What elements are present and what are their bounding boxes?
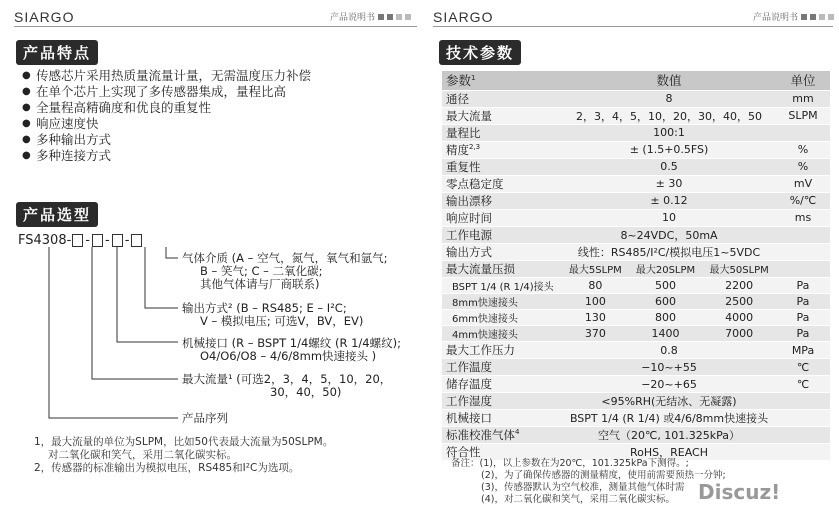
row-value: 370 xyxy=(562,326,629,342)
row-value: 线性：RS485/I²C/模拟电压1~5VDC xyxy=(562,243,776,260)
row-value: BSPT 1/4 (R 1/4) 或4/6/8mm快速接头 xyxy=(562,410,776,427)
table-row xyxy=(442,226,830,243)
model-code: FS4308- - - - xyxy=(18,233,143,248)
table-row xyxy=(442,90,830,107)
table-row xyxy=(442,410,830,427)
row-value: 1400 xyxy=(629,326,703,342)
table-row xyxy=(442,393,830,410)
row-unit: ℃ xyxy=(776,359,830,376)
row-param: 输出漂移 xyxy=(442,192,562,209)
header-square-icon xyxy=(801,14,807,20)
pressure-loss-col-header: 最大50SLPM xyxy=(702,260,776,277)
page-header-label: 产品说明书 xyxy=(330,10,411,23)
row-param: BSPT 1/4 (R 1/4)接头 xyxy=(442,277,562,293)
row-value: RoHS，REACH xyxy=(562,444,776,461)
row-param: 最大工作压力 xyxy=(442,342,562,359)
row-value: 10 xyxy=(562,209,776,226)
spec-table xyxy=(442,71,830,461)
row-value: ± 30 xyxy=(562,175,776,192)
table-row xyxy=(442,277,830,293)
row-value: 80 xyxy=(562,277,629,293)
row-unit: Pa xyxy=(776,277,830,293)
row-unit: SLPM xyxy=(776,107,830,124)
row-param: 储存温度 xyxy=(442,376,562,393)
table-row xyxy=(442,158,830,175)
row-value: 2500 xyxy=(702,293,776,309)
header-square-icon xyxy=(828,14,834,20)
row-value: 2200 xyxy=(702,277,776,293)
row-unit xyxy=(776,124,830,141)
table-row xyxy=(442,326,830,342)
row-value: ± 0.12 xyxy=(562,192,776,209)
row-param: 响应时间 xyxy=(442,209,562,226)
row-param: 最大流量 xyxy=(442,107,562,124)
watermark-logo: Discuz! xyxy=(698,480,781,504)
header-divider xyxy=(433,26,833,27)
feature-item: ● 全量程高精确度和优良的重复性 xyxy=(22,100,311,116)
option-series: 产品序列 xyxy=(182,411,228,425)
row-param: 工作电源 xyxy=(442,226,562,243)
row-unit: % xyxy=(776,141,830,158)
col-header-param: 参数$^1$ xyxy=(442,71,562,90)
row-value: <95%RH(无结冰、无凝露) xyxy=(562,393,776,410)
row-value: 800 xyxy=(629,309,703,325)
row-param: 4mm快速接头 xyxy=(442,326,562,342)
row-value: ± (1.5+0.5FS) xyxy=(562,141,776,158)
table-row xyxy=(442,124,830,141)
table-row xyxy=(442,141,830,158)
option-interface: 机械接口 (R – BSPT 1/4螺纹 (R 1/4螺纹); O4/O6/O8 – 4/6/8mm快速接头 ) xyxy=(182,336,401,363)
row-unit xyxy=(776,410,830,427)
row-param: 机械接口 xyxy=(442,410,562,427)
row-param: 重复性 xyxy=(442,158,562,175)
table-row xyxy=(442,309,830,325)
row-unit: Pa xyxy=(776,293,830,309)
row-unit: % xyxy=(776,158,830,175)
row-param: 符合性 xyxy=(442,444,562,461)
option-output: 输出方式² (B – RS485; E – I²C; V – 模拟电压; 可选V，BV，EV) xyxy=(182,301,364,328)
pressure-loss-col-header: 最大5SLPM xyxy=(562,260,629,277)
row-value: 130 xyxy=(562,309,629,325)
row-value: 2，3，4，5，10，20，30，40，50 xyxy=(562,107,776,124)
row-value: 空气（20℃, 101.325kPa） xyxy=(562,427,776,444)
row-value: 4000 xyxy=(702,309,776,325)
row-value: 500 xyxy=(629,277,703,293)
feature-item: ● 传感芯片采用热质量流量计量，无需温度压力补偿 xyxy=(22,68,311,84)
row-unit xyxy=(776,393,830,410)
row-unit xyxy=(776,427,830,444)
row-value: 600 xyxy=(629,293,703,309)
row-param: 输出方式 xyxy=(442,243,562,260)
option-flow: 最大流量¹ (可选2，3，4，5，10，20， 30，40，50) xyxy=(182,372,392,399)
row-param: 量程比 xyxy=(442,124,562,141)
row-param: 精度$^{2,3}$ xyxy=(442,141,562,158)
feature-item: ● 多种输出方式 xyxy=(22,132,311,148)
row-param: 最大流量压损 xyxy=(442,260,562,277)
features-title: 产品特点 xyxy=(16,40,98,65)
option-medium: 气体介质 (A – 空气，氮气，氧气和氩气; B – 笑气; C – 二氧化碳; 其他气体请与厂商联系) xyxy=(182,251,388,291)
header-square-icon xyxy=(810,14,816,20)
row-param: 8mm快速接头 xyxy=(442,293,562,309)
pressure-loss-col-header: 最大20SLPM xyxy=(629,260,703,277)
table-row xyxy=(442,260,830,277)
feature-item: ● 多种连接方式 xyxy=(22,148,311,164)
table-row xyxy=(442,243,830,260)
row-param: 工作湿度 xyxy=(442,393,562,410)
row-unit: Pa xyxy=(776,309,830,325)
selection-title: 产品选型 xyxy=(16,202,98,227)
row-param: 通径 xyxy=(442,90,562,107)
table-row xyxy=(442,209,830,226)
feature-item: ● 响应速度快 xyxy=(22,116,311,132)
row-param: 零点稳定度 xyxy=(442,175,562,192)
table-row xyxy=(442,293,830,309)
row-unit: mm xyxy=(776,90,830,107)
row-unit: MPa xyxy=(776,342,830,359)
row-param: 标准校准气体$^4$ xyxy=(442,427,562,444)
specs-title: 技术参数 xyxy=(439,40,521,65)
row-value: 8~24VDC，50mA xyxy=(562,226,776,243)
table-row xyxy=(442,427,830,444)
row-value: 7000 xyxy=(702,326,776,342)
row-param: 6mm快速接头 xyxy=(442,309,562,325)
row-value: 0.5 xyxy=(562,158,776,175)
row-value: −10~+55 xyxy=(562,359,776,376)
table-row xyxy=(442,376,830,393)
row-value: 100 xyxy=(562,293,629,309)
row-unit: Pa xyxy=(776,326,830,342)
brand-logo: SIARGO xyxy=(433,9,494,25)
row-param: 工作温度 xyxy=(442,359,562,376)
table-row xyxy=(442,192,830,209)
row-unit xyxy=(776,444,830,461)
row-value: 0.8 xyxy=(562,342,776,359)
header-square-icon xyxy=(819,14,825,20)
row-unit: ms xyxy=(776,209,830,226)
row-value: 100:1 xyxy=(562,124,776,141)
feature-item: ● 在单个芯片上实现了多传感器集成，量程比高 xyxy=(22,84,311,100)
table-row xyxy=(442,342,830,359)
page-header-label: 产品说明书 xyxy=(753,10,834,23)
table-row xyxy=(442,359,830,376)
spec-footnotes: 备注：(1)，以上参数在为20℃，101.325kPa下测得。; (2)，为了确保传感器的测量精度，使用前需要预热一分钟; (3)，传感器默认为空气校准，测量其他气体时需 (4)，对二氧化碳和笑气，采用二氧化碳实标。 xyxy=(451,458,726,505)
row-unit: ℃ xyxy=(776,376,830,393)
brand-logo: SIARGO xyxy=(14,9,75,25)
selection-notes: 1，最大流量的单位为SLPM，比如50代表最大流量为50SLPM。 对二氧化碳和笑气，采用二氧化碳实标。 2，传感器的标准输出为模拟电压，RS485和I²C为选项。 xyxy=(34,436,334,474)
row-unit xyxy=(776,243,830,260)
col-header-value: 数值 xyxy=(562,71,776,90)
row-value: 8 xyxy=(562,90,776,107)
col-header-unit: 单位 xyxy=(776,71,830,90)
table-row xyxy=(442,107,830,124)
row-value: −20~+65 xyxy=(562,376,776,393)
row-unit xyxy=(776,226,830,243)
table-row xyxy=(442,175,830,192)
row-unit: %/℃ xyxy=(776,192,830,209)
row-unit: mV xyxy=(776,175,830,192)
